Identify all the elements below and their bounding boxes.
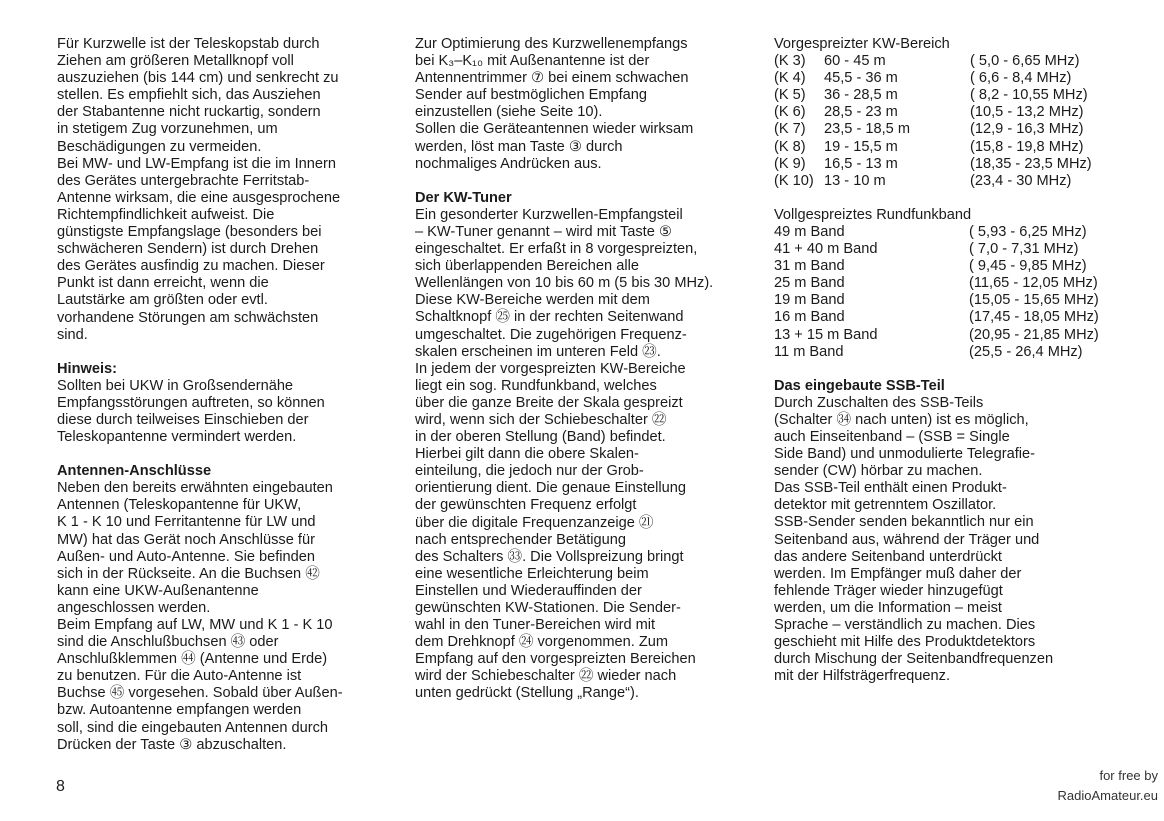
table-row: (K 5) 36 - 28,5 m ( 8,2 - 10,55 MHz) — [774, 87, 1088, 104]
text-line: bzw. Autoantenne empfangen werden — [57, 702, 302, 719]
text-line: – KW-Tuner genannt – wird mit Taste ⑤ — [415, 223, 672, 240]
text-line: wird, wenn sich der Schiebeschalter ㉒ — [415, 411, 667, 428]
footer-line: for free by — [1099, 768, 1158, 783]
text-line: nach entsprechender Betätigung — [415, 531, 626, 548]
text-line: umgeschaltet. Die zugehörigen Frequenz- — [415, 326, 687, 343]
text-line: das andere Seitenband unterdrückt — [774, 548, 1002, 565]
text-line: Empfangsstörungen auftreten, so können — [57, 394, 325, 411]
text-line: Das SSB-Teil enthält einen Produkt- — [774, 480, 1007, 497]
kw-tuner-heading: Der KW-Tuner — [415, 189, 512, 206]
text-line: über die ganze Breite der Skala gespreizt — [415, 394, 683, 411]
text-line: soll, sind die eingebauten Antennen durch — [57, 719, 329, 736]
footer-source: RadioAmateur.eu — [1057, 788, 1158, 803]
optimierung-paragraph — [415, 36, 755, 173]
table-row: (K 4) 45,5 - 36 m ( 6,6 - 8,4 MHz) — [774, 70, 1072, 87]
text-line: Wellenlängen von 10 bis 60 m (5 bis 30 MHz). — [415, 275, 714, 292]
table-row: (K 7) 23,5 - 18,5 m (12,9 - 16,3 MHz) — [774, 121, 1084, 138]
text-line: sender (CW) hörbar zu machen. — [774, 463, 983, 480]
text-line: Beschädigungen zu vermeiden. — [57, 138, 262, 155]
kw-tuner-paragraph — [415, 207, 755, 703]
text-line: Antennentrimmer ⑦ bei einem schwachen — [415, 70, 689, 87]
text-line: unten gedrückt (Stellung „Range“). — [415, 685, 639, 702]
text-line: Anschlußklemmen ㊹ (Antenne und Erde) — [57, 651, 328, 668]
text-line: sind. — [57, 326, 88, 343]
text-line: zu benutzen. Für die Auto-Antenne ist — [57, 668, 302, 685]
table-row: 16 m Band (17,45 - 18,05 MHz) — [774, 309, 1099, 326]
hinweis-paragraph — [57, 378, 397, 446]
table-row: 19 m Band (15,05 - 15,65 MHz) — [774, 292, 1099, 309]
table-row: (K 10) 13 - 10 m (23,4 - 30 MHz) — [774, 172, 1072, 189]
text-line: skalen erscheinen im unteren Feld ㉓. — [415, 343, 661, 360]
text-line: (Schalter ㉞ nach unten) ist es möglich, — [774, 411, 1029, 428]
text-line: liegt ein sog. Rundfunkband, welches — [415, 377, 657, 394]
text-line: Antenne wirksam, die eine ausgesprochene — [57, 189, 341, 206]
column-right — [774, 36, 1108, 685]
text-line: in stetigem Zug vorzunehmen, um — [57, 121, 278, 138]
antennen-anschluesse-heading: Antennen-Anschlüsse — [57, 463, 212, 480]
text-line: Richtempfindlichkeit aufweist. Die — [57, 206, 275, 223]
text-line: SSB-Sender senden bekanntlich nur ein — [774, 514, 1034, 531]
text-line: dem Drehknopf ㉔ vorgenommen. Zum — [415, 634, 669, 651]
text-line: durch Mischung der Seitenbandfrequenzen — [774, 651, 1054, 668]
text-line: diese durch teilweises Einschieben der — [57, 411, 309, 428]
text-line: mit der Hilfsträgerfrequenz. — [774, 668, 951, 685]
text-line: K 1 - K 10 und Ferritantenne für LW und — [57, 514, 316, 531]
rundfunkband-heading: Vollgespreiztes Rundfunkband — [774, 206, 972, 223]
text-line: auszuziehen (bis 144 cm) und senkrecht zu — [57, 70, 339, 87]
table-row: (K 9) 16,5 - 13 m (18,35 - 23,5 MHz) — [774, 155, 1092, 172]
text-line: vorhandene Störungen am schwächsten — [57, 309, 319, 326]
text-line: sich in der Rückseite. An die Buchsen ㊷ — [57, 565, 320, 582]
text-line: In jedem der vorgespreizten KW-Bereiche — [415, 360, 686, 377]
text-line: Sollten bei UKW in Großsendernähe — [57, 377, 294, 394]
text-line: der gewünschten Frequenz erfolgt — [415, 497, 637, 514]
text-line: sich überlappenden Bereichen alle — [415, 258, 639, 275]
rundfunkband-table — [774, 224, 1099, 361]
text-line: Für Kurzwelle ist der Teleskopstab durch — [57, 36, 320, 52]
text-line: wird der Schiebeschalter ㉒ wieder nach — [415, 668, 677, 685]
text-line: eingeschaltet. Er erfaßt in 8 vorgespreizten, — [415, 241, 698, 258]
text-line: einteilung, die jedoch nur der Grob- — [415, 463, 644, 480]
table-row: (K 3) 60 - 45 m ( 5,0 - 6,65 MHz) — [774, 53, 1080, 70]
text-line: MW) hat das Gerät noch Anschlüsse für — [57, 531, 315, 548]
text-line: gewünschten KW-Stationen. Die Sender- — [415, 600, 681, 616]
table-row: (K 6) 28,5 - 23 m (10,5 - 13,2 MHz) — [774, 104, 1084, 121]
table-row: 31 m Band ( 9,45 - 9,85 MHz) — [774, 258, 1087, 275]
kw-bereich-heading: Vorgespreizter KW-Bereich — [774, 36, 950, 52]
ssb-teil-heading: Das eingebaute SSB-Teil — [774, 377, 945, 394]
text-line: Beim Empfang auf LW, MW und K 1 - K 10 — [57, 617, 333, 633]
hinweis-heading: Hinweis: — [57, 360, 118, 377]
table-row: 13 + 15 m Band (20,95 - 21,85 MHz) — [774, 326, 1099, 343]
text-line: werden, um die Information – meist — [774, 599, 1002, 616]
text-line: der Stabantenne nicht ruckartig, sondern — [57, 104, 321, 121]
text-line: in der oberen Stellung (Band) befindet. — [415, 429, 666, 446]
text-line: orientierung dient. Die genaue Einstellung — [415, 480, 686, 497]
text-line: Sollen die Geräteantennen wieder wirksam — [415, 121, 694, 138]
text-line: Teleskopantenne vermindert werden. — [57, 429, 297, 446]
text-line: Außen- und Auto-Antenne. Sie befinden — [57, 548, 316, 565]
text-line: Ziehen am größeren Metallknopf voll — [57, 53, 294, 70]
column-left — [57, 36, 397, 754]
text-line: Bei MW- und LW-Empfang ist die im Innern — [57, 155, 337, 172]
table-row: 25 m Band (11,65 - 12,05 MHz) — [774, 275, 1098, 292]
table-row: 49 m Band ( 5,93 - 6,25 MHz) — [774, 223, 1087, 240]
text-line: Punkt ist dann erreicht, wenn die — [57, 275, 269, 292]
text-line: des Gerätes untergebrachte Ferritstab- — [57, 172, 310, 189]
text-line: Antennen (Teleskopantenne für UKW, — [57, 497, 302, 514]
text-line: Ein gesonderter Kurzwellen-Empfangsteil — [415, 206, 683, 223]
text-line: des Gerätes ausfindig zu machen. Dieser — [57, 258, 325, 275]
intro-paragraph — [57, 36, 397, 344]
kw-bereich-table — [774, 53, 1092, 190]
text-line: des Schalters ㉝. Die Vollspreizung bringt — [415, 548, 684, 565]
text-line: günstigste Empfangslage (besonders bei — [57, 224, 322, 241]
text-line: sind die Anschlußbuchsen ㊸ oder — [57, 634, 279, 651]
antennen-anschluesse-paragraph — [57, 480, 397, 754]
text-line: schwächeren Sendern) ist durch Drehen — [57, 241, 319, 258]
text-line: Sprache – verständlich zu machen. Dies — [774, 617, 1036, 633]
text-line: über die digitale Frequenzanzeige ㉑ — [415, 514, 654, 531]
text-line: Side Band) und unmodulierte Telegrafie- — [774, 446, 1035, 463]
text-line: Durch Zuschalten des SSB-Teils — [774, 394, 984, 411]
text-line: Seitenband aus, während der Träger und — [774, 531, 1040, 548]
table-row: 11 m Band (25,5 - 26,4 MHz) — [774, 343, 1083, 360]
text-line: Buchse ㊺ vorgesehen. Sobald über Außen- — [57, 685, 343, 702]
text-line: detektor mit getrenntem Oszillator. — [774, 497, 997, 514]
text-line: Zur Optimierung des Kurzwellenempfangs — [415, 36, 688, 52]
text-line: Drücken der Taste ③ abzuschalten. — [57, 736, 287, 753]
footer-credit — [1040, 766, 1158, 806]
table-row: 41 + 40 m Band ( 7,0 - 7,31 MHz) — [774, 241, 1079, 258]
text-line: Einstellen und Wiederauffinden der — [415, 582, 642, 599]
text-line: Empfang auf den vorgespreizten Bereichen — [415, 651, 696, 668]
text-line: fehlende Träger wieder hinzugefügt — [774, 582, 1003, 599]
text-line: auch Einseitenband – (SSB = Single — [774, 428, 1010, 445]
ssb-teil-paragraph — [774, 395, 1108, 686]
text-line: bei K₃–K₁₀ mit Außenantenne ist der — [415, 53, 650, 70]
text-line: Diese KW-Bereiche werden mit dem — [415, 292, 650, 309]
text-line: angeschlossen werden. — [57, 599, 211, 616]
text-line: wahl in den Tuner-Bereichen wird mit — [415, 617, 656, 634]
text-line: einzustellen (siehe Seite 10). — [415, 104, 603, 121]
text-line: Sender auf bestmöglichen Empfang — [415, 87, 648, 104]
text-line: Schaltknopf ㉕ in der rechten Seitenwand — [415, 309, 684, 326]
text-line: kann eine UKW-Außenantenne — [57, 582, 259, 599]
text-line: Neben den bereits erwähnten eingebauten — [57, 480, 333, 497]
text-line: werden. Im Empfänger muß daher der — [774, 565, 1022, 582]
text-line: geschieht mit Hilfe des Produktdetektors — [774, 634, 1036, 651]
text-line: werden, löst man Taste ③ durch — [415, 138, 623, 155]
text-line: eine wesentliche Erleichterung beim — [415, 565, 649, 582]
page-number: 8 — [56, 778, 65, 795]
column-middle — [415, 36, 755, 703]
text-line: Hierbei gilt dann die obere Skalen- — [415, 446, 639, 463]
text-line: Lautstärke am größten oder evtl. — [57, 292, 268, 309]
text-line: stellen. Es empfiehlt sich, das Ausziehen — [57, 87, 321, 104]
table-row: (K 8) 19 - 15,5 m (15,8 - 19,8 MHz) — [774, 138, 1084, 155]
text-line: nochmaliges Andrücken aus. — [415, 155, 602, 172]
